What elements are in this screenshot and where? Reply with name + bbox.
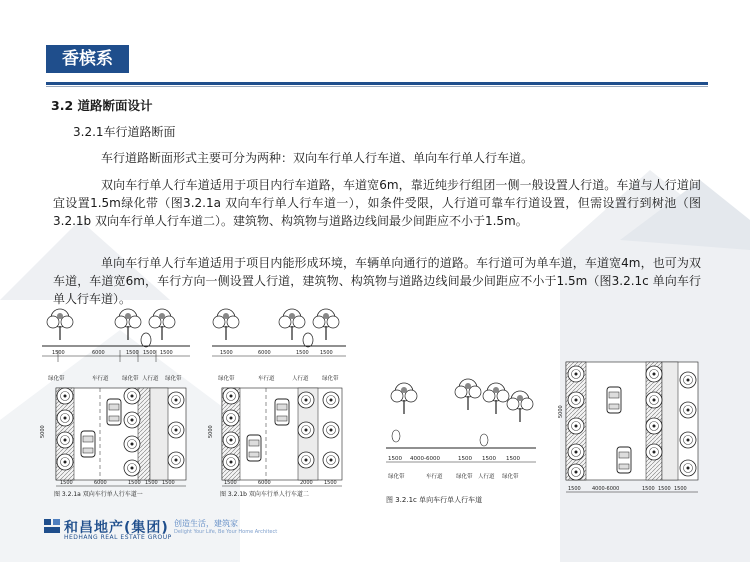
svg-text:1500: 1500 [162, 480, 175, 486]
svg-text:1500: 1500 [143, 350, 156, 356]
svg-text:绿化带: 绿化带 [122, 376, 139, 382]
header-rule-thin [46, 86, 708, 87]
svg-text:绿化带: 绿化带 [165, 376, 182, 382]
plan-view [558, 362, 698, 492]
svg-text:1500: 1500 [160, 350, 173, 356]
company-slogan: 创造生活，建筑家 [174, 519, 238, 528]
road-section-figures [0, 300, 750, 515]
svg-text:1500: 1500 [388, 456, 402, 462]
svg-text:6000: 6000 [94, 480, 107, 486]
company-name-en: HEDHANG REAL ESTATE GROUP [64, 534, 172, 541]
svg-text:1500: 1500 [220, 350, 233, 356]
svg-text:绿化带: 绿化带 [456, 474, 473, 480]
svg-text:绿化带: 绿化带 [388, 474, 405, 480]
svg-text:1500: 1500 [506, 456, 520, 462]
company-slogan-en: Delight Your Life, Be Your Home Architect [174, 529, 278, 535]
svg-text:6000: 6000 [258, 350, 271, 356]
svg-text:1500: 1500 [224, 480, 237, 486]
svg-text:1500: 1500 [658, 486, 671, 492]
svg-text:人行道: 人行道 [478, 474, 495, 480]
svg-text:1500: 1500 [458, 456, 472, 462]
caption-a: 图 3.2.1a 双向车行单人行车道一 [54, 491, 143, 498]
svg-text:1500: 1500 [128, 480, 141, 486]
svg-text:1500: 1500 [296, 350, 309, 356]
svg-text:1500: 1500 [126, 350, 139, 356]
svg-text:绿化带: 绿化带 [48, 376, 65, 382]
figure-3-2-1b [208, 309, 346, 498]
svg-text:人行道: 人行道 [292, 376, 309, 382]
caption-b: 图 3.2.1b 双向车行单人行车道二 [220, 491, 309, 498]
svg-text:1500: 1500 [52, 350, 65, 356]
svg-text:绿化带: 绿化带 [322, 376, 339, 382]
company-logo-icon [44, 519, 60, 533]
svg-text:车行道: 车行道 [426, 474, 443, 480]
paragraph-1: 车行道路断面形式主要可分为两种：双向车行单人行车道、单向车行单人行车道。 [101, 151, 534, 165]
figure-3-2-1a [40, 309, 190, 498]
svg-text:1500: 1500 [60, 480, 73, 486]
figure-3-2-1c [386, 379, 536, 504]
svg-text:绿化带: 绿化带 [218, 376, 235, 382]
category-tag: 香槟系 [46, 45, 129, 73]
svg-text:1500: 1500 [642, 486, 655, 492]
svg-text:5000: 5000 [558, 405, 564, 418]
caption-c: 图 3.2.1c 单向车行单人行车道 [386, 496, 483, 504]
svg-text:1500: 1500 [674, 486, 687, 492]
svg-text:6000: 6000 [92, 350, 105, 356]
svg-text:车行道: 车行道 [258, 376, 275, 382]
svg-text:车行道: 车行道 [92, 376, 109, 382]
svg-text:4000-6000: 4000-6000 [592, 486, 620, 492]
company-footer [44, 517, 324, 539]
svg-text:绿化带: 绿化带 [502, 474, 519, 480]
company-name: 和昌地产(集团) [64, 520, 169, 536]
section-subtitle: 3.2.1车行道路断面 [73, 125, 176, 139]
svg-text:1500: 1500 [320, 350, 333, 356]
svg-text:4000-6000: 4000-6000 [410, 456, 440, 462]
svg-text:1500: 1500 [568, 486, 581, 492]
section-title: 3.2 道路断面设计 [51, 98, 153, 113]
paragraph-2: 双向车行单人行车道适用于项目内行车道路，车道宽6m，靠近纯步行组团一侧一般设置人行道。车道与人行道间宜设置1.5m绿化带（图3.2.1a 双向车行单人行车道一），如条件受限，人行道可靠车行道设置，但需设置行到树池（图3.2.1b 双向车行单人行车道二）。建筑物、构筑物与道路边线间最少间距应不小于1.5m。 [53, 178, 701, 228]
paragraph-3: 单向车行单人行车道适用于项目内能形成环境，车辆单向通行的道路。车行道可为单车道，车道宽4m，也可为双车道，车道宽6m，车行方向一侧设置人行道，建筑物、构筑物与道路边线间最少间距应不小于1.5m（图3.2.1c 单向车行单人行车道）。 [53, 256, 701, 306]
svg-text:人行道: 人行道 [142, 376, 159, 382]
svg-text:2000: 2000 [300, 480, 313, 486]
svg-text:5000: 5000 [208, 425, 214, 438]
svg-text:1500: 1500 [482, 456, 496, 462]
svg-text:1500: 1500 [145, 480, 158, 486]
svg-text:1500: 1500 [324, 480, 337, 486]
header-rule [46, 82, 708, 85]
svg-text:5000: 5000 [40, 425, 46, 438]
svg-text:6000: 6000 [258, 480, 271, 486]
